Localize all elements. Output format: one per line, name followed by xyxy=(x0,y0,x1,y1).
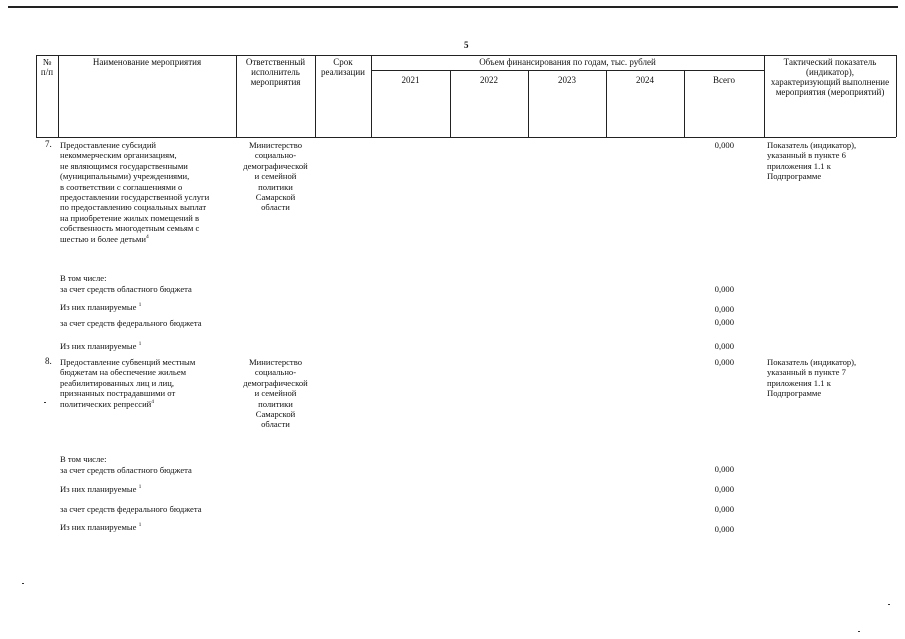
header-year: 2022 xyxy=(480,75,498,85)
including-label: В том числе: xyxy=(60,454,107,464)
page-top-rule xyxy=(8,6,898,8)
footnote-mark: 1 xyxy=(138,522,142,529)
planned-total: 0,000 xyxy=(714,484,734,494)
header-executor: Ответственный исполнитель мероприятия xyxy=(245,57,306,87)
funding-subheader-border xyxy=(371,70,764,71)
planned-label-text: Из них планируемые xyxy=(60,302,137,312)
funding-source-label: за счет средств федерального бюджета xyxy=(60,504,202,514)
row-executor: Министерство социально- демографической и семейной политики Самарской области xyxy=(243,357,308,430)
funding-source-total: 0,000 xyxy=(714,504,734,514)
planned-label-text: Из них планируемые xyxy=(60,484,137,494)
header-total: Всего xyxy=(712,75,736,85)
footnote-mark: 1 xyxy=(138,341,142,348)
row-total: 0,000 xyxy=(714,140,734,150)
header-indicator: Тактический показатель (индикатор), характеризующий выполнение мероприятия (мероприятий) xyxy=(770,57,890,97)
planned-total: 0,000 xyxy=(714,304,734,314)
planned-label xyxy=(60,522,141,532)
planned-label-text: Из них планируемые xyxy=(60,341,137,351)
planned-total: 0,000 xyxy=(714,524,734,534)
col-border xyxy=(58,55,59,137)
footnote-mark: 1 xyxy=(138,302,142,309)
row-name-text: Предоставление субсидий некоммерческим организациям, не являющимся государственными (муниципальными) учреждениями, в соответствии с соглашениями о предоставлении государственной услуги по предоставлению социальных выплат на приобретение жилых помещений в собственность многодетным семьям с шестью и более детьми xyxy=(60,140,210,244)
header-year: 2024 xyxy=(636,75,654,85)
row-indicator: Показатель (индикатор), указанный в пункте 6 приложения 1.1 к Подпрограмме xyxy=(767,140,857,182)
funding-source-label: за счет средств федерального бюджета xyxy=(60,318,202,328)
col-border xyxy=(896,55,897,137)
scan-speck xyxy=(44,402,46,403)
planned-label xyxy=(60,302,141,312)
including-label: В том числе: xyxy=(60,273,107,283)
header-year: 2021 xyxy=(401,75,420,85)
funding-source-label: за счет средств областного бюджета xyxy=(60,465,192,475)
row-number: 7. xyxy=(45,139,52,149)
header-year: 2023 xyxy=(558,75,576,85)
row-indicator: Показатель (индикатор), указанный в пункте 7 приложения 1.1 к Подпрограмме xyxy=(767,357,857,399)
scan-speck xyxy=(858,631,860,632)
funding-source-total: 0,000 xyxy=(714,464,734,474)
row-executor: Министерство социально- демографической и семейной политики Самарской области xyxy=(243,140,308,213)
row-name xyxy=(60,140,238,244)
header-funding: Объем финансирования по годам, тыс. рублей xyxy=(479,57,656,67)
header-name: Наименование мероприятия xyxy=(92,57,202,67)
planned-label xyxy=(60,341,141,351)
planned-label xyxy=(60,484,141,494)
scan-speck xyxy=(888,604,890,605)
planned-total: 0,000 xyxy=(714,341,734,351)
funding-source-label: за счет средств областного бюджета xyxy=(60,284,192,294)
funding-source-total: 0,000 xyxy=(714,317,734,327)
row-name xyxy=(60,357,238,409)
header-bottom-border xyxy=(36,137,896,138)
header-number: № п/п xyxy=(40,57,54,77)
scan-speck xyxy=(22,583,24,584)
row-name-text: Предоставление субвенций местным бюджетам на обеспечение жильем реабилитированных лиц и лиц, признанных пострадавшими от политических репрессий xyxy=(60,357,196,409)
footnote-mark: 4 xyxy=(145,233,149,240)
page-number: 5 xyxy=(464,40,469,50)
funding-source-total: 0,000 xyxy=(714,284,734,294)
footnote-mark: 1 xyxy=(138,484,142,491)
row-number: 8. xyxy=(45,356,52,366)
header-term: Срок реализации xyxy=(321,57,365,77)
header-top-border xyxy=(36,55,896,56)
col-border xyxy=(371,55,372,137)
footnote-mark: 4 xyxy=(151,398,155,405)
row-total: 0,000 xyxy=(714,357,734,367)
planned-label-text: Из них планируемые xyxy=(60,522,137,532)
